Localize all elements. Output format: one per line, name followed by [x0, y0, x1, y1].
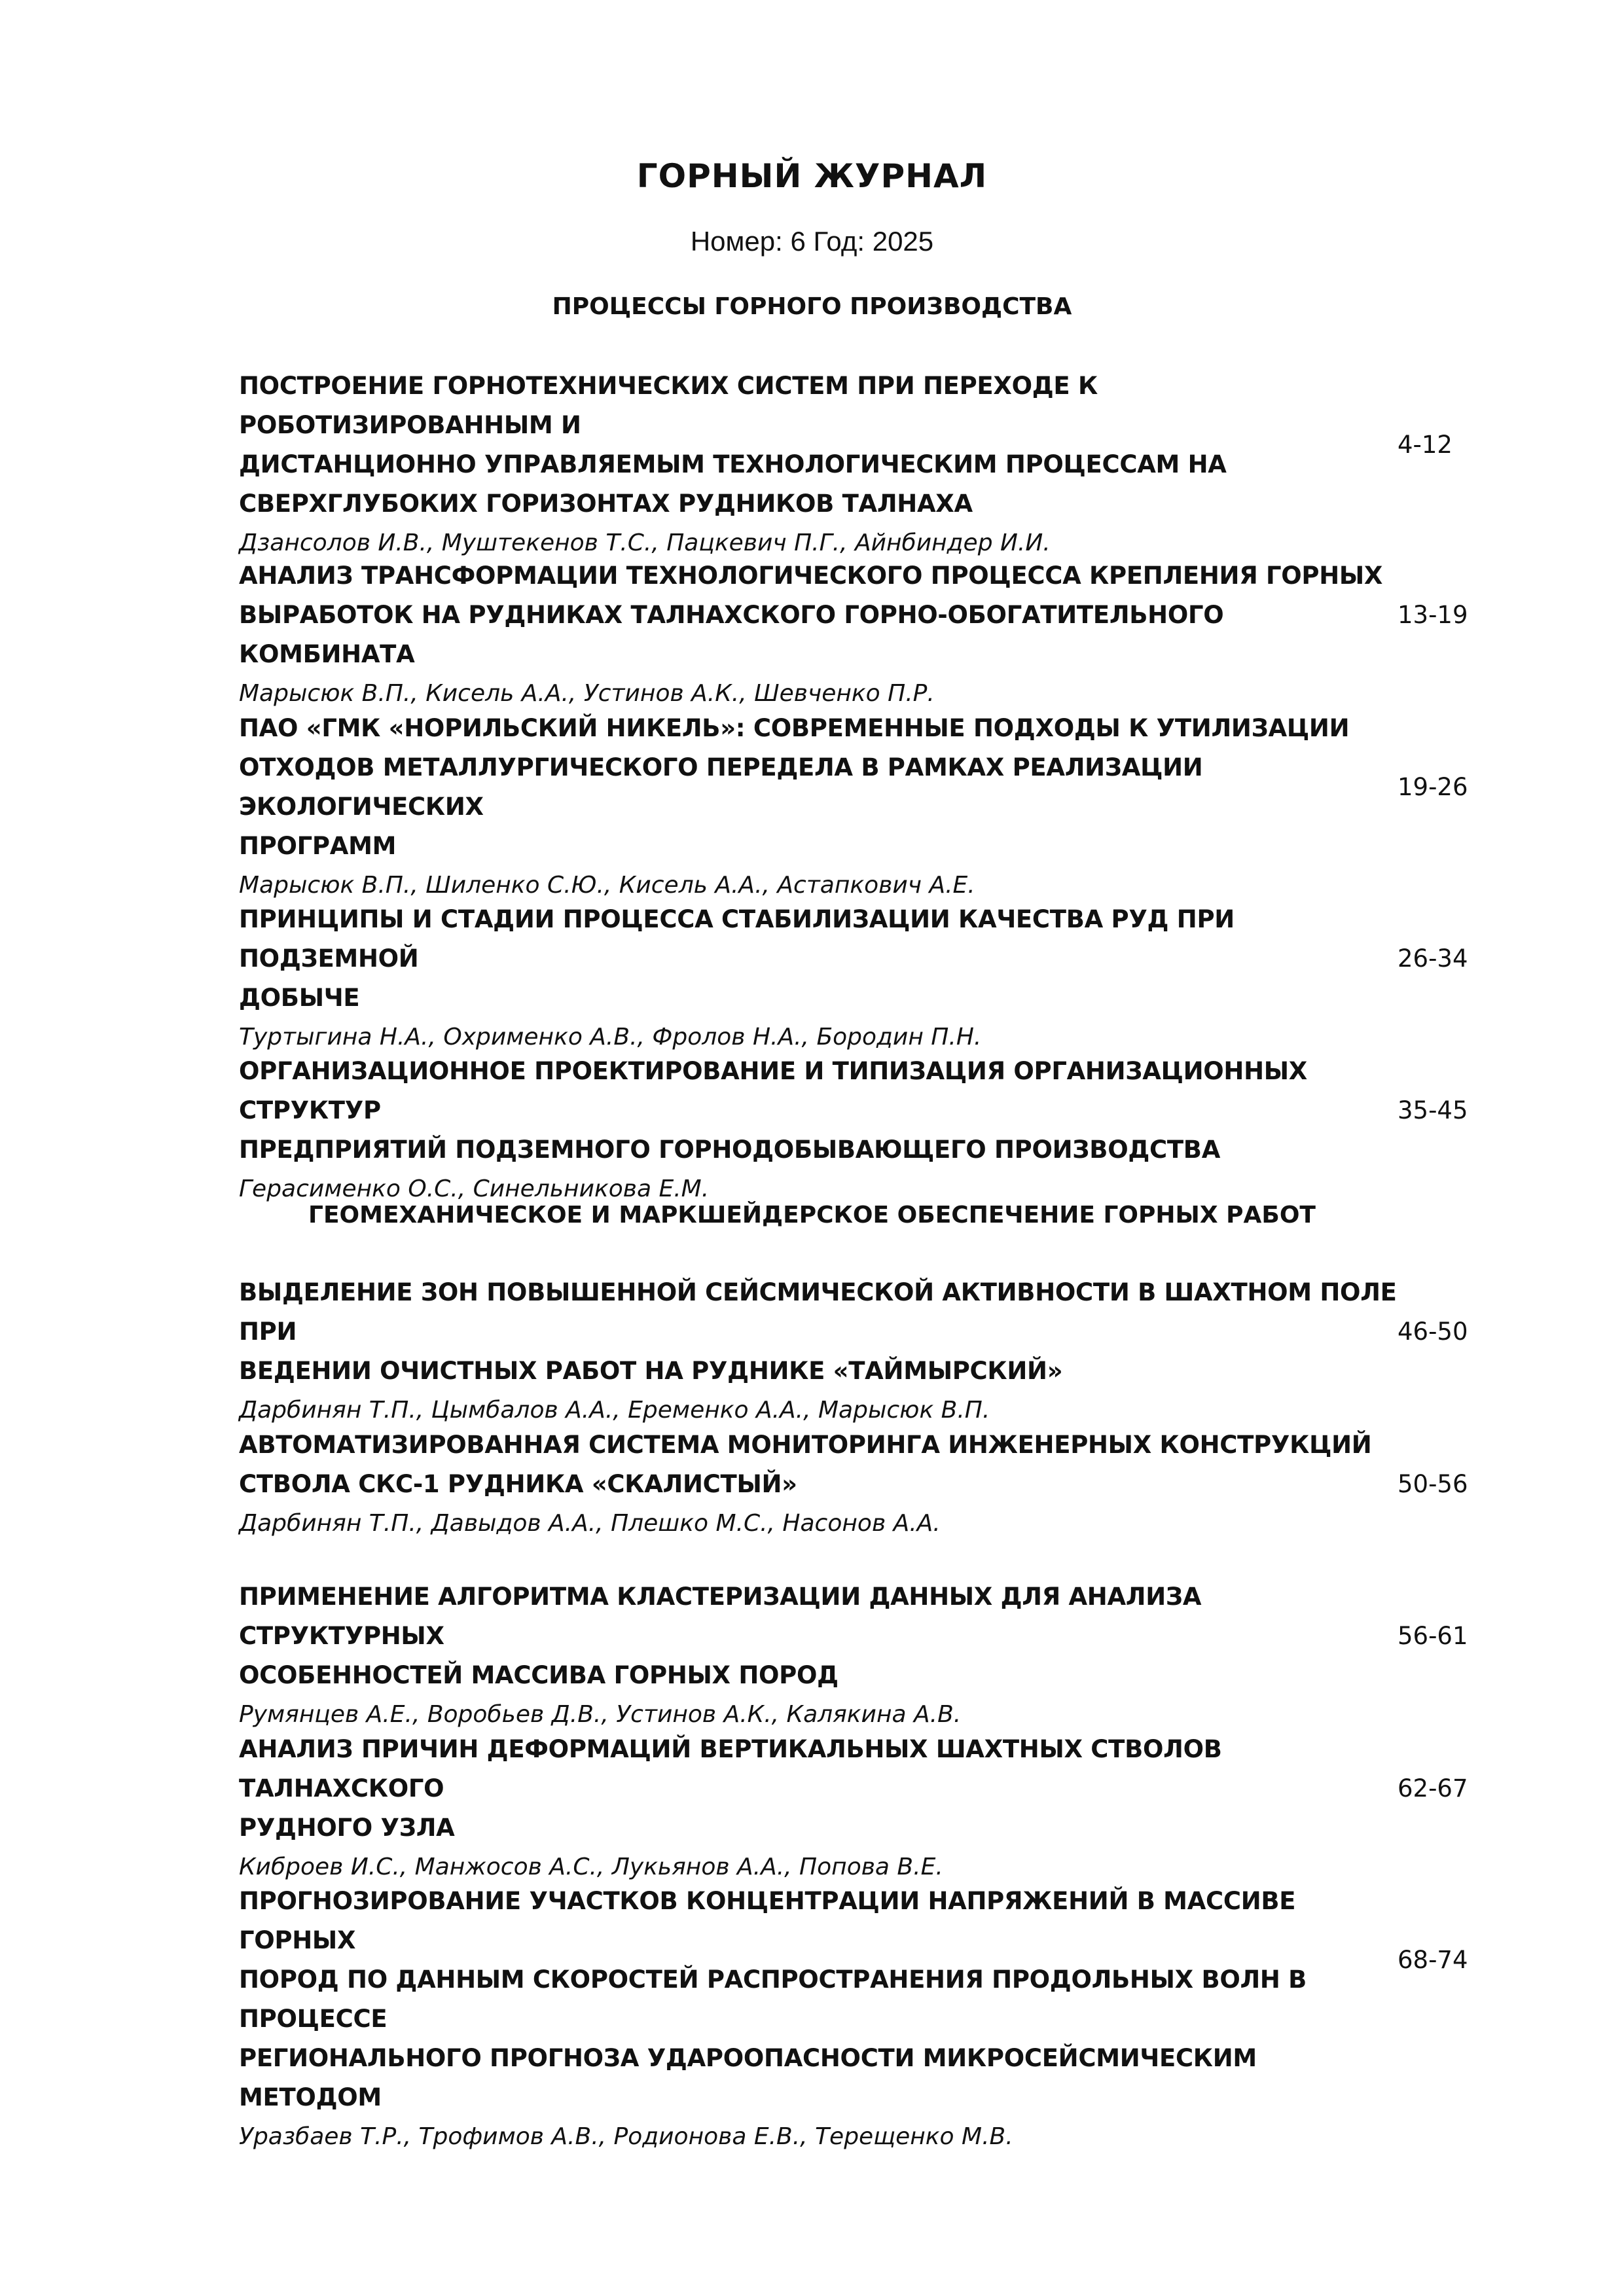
article-title[interactable]: АНАЛИЗ ПРИЧИН ДЕФОРМАЦИЙ ВЕРТИКАЛЬНЫХ ШАХТНЫХ СТВОЛОВ ТАЛНАХСКОГО РУДНОГО УЗЛА: [239, 1735, 1222, 1842]
article-authors: Киброев И.С., Манжосов А.С., Лукьянов А.А., Попова В.Е.: [239, 1854, 943, 1880]
article-pages: 19-26: [1398, 773, 1468, 801]
article-entry[interactable]: [239, 900, 1401, 1057]
article-pages: 62-67: [1398, 1774, 1468, 1803]
article-title[interactable]: ПРОГНОЗИРОВАНИЕ УЧАСТКОВ КОНЦЕНТРАЦИИ НАПРЯЖЕНИЙ В МАССИВЕ ГОРНЫХ ПОРОД ПО ДАННЫМ СКОРОСТЕЙ РАСПРОСТРАНЕНИЯ ПРОДОЛЬНЫХ ВОЛН В ПРОЦЕССЕ РЕГИОНАЛЬНОГО ПРОГНОЗА УДАРООПАСНОСТИ МИКРОСЕЙСМИЧЕСКИМ МЕТОДОМ: [239, 1887, 1307, 2111]
article-authors: Марысюк В.П., Кисель А.А., Устинов А.К., Шевченко П.Р.: [239, 680, 935, 707]
article-authors: Дзансолов И.В., Муштекенов Т.С., Пацкевич П.Г., Айнбиндер И.И.: [239, 529, 1051, 556]
article-entry[interactable]: [239, 1426, 1401, 1543]
article-entry[interactable]: [239, 556, 1401, 713]
section-heading: ПРОЦЕССЫ ГОРНОГО ПРОИЗВОДСТВА: [552, 293, 1072, 320]
article-pages: 46-50: [1398, 1318, 1468, 1346]
article-title[interactable]: ОРГАНИЗАЦИОННОЕ ПРОЕКТИРОВАНИЕ И ТИПИЗАЦИЯ ОРГАНИЗАЦИОННЫХ СТРУКТУР ПРЕДПРИЯТИЙ ПОДЗЕМНОГО ГОРНОДОБЫВАЮЩЕГО ПРОИЗВОДСТВА: [239, 1057, 1308, 1164]
article-authors: Дарбинян Т.П., Давыдов А.А., Плешко М.С., Насонов А.А.: [239, 1510, 941, 1537]
article-entry[interactable]: [239, 367, 1401, 563]
article-authors: Дарбинян Т.П., Цымбалов А.А., Еременко А.А., Марысюк В.П.: [239, 1397, 990, 1424]
article-entry[interactable]: [239, 1052, 1401, 1209]
article-entry[interactable]: [239, 1882, 1401, 2157]
section-heading: ГЕОМЕХАНИЧЕСКОЕ И МАРКШЕЙДЕРСКОЕ ОБЕСПЕЧЕНИЕ ГОРНЫХ РАБОТ: [308, 1202, 1316, 1229]
article-title[interactable]: ПОСТРОЕНИЕ ГОРНОТЕХНИЧЕСКИХ СИСТЕМ ПРИ ПЕРЕХОДЕ К РОБОТИЗИРОВАННЫМ И ДИСТАНЦИОННО УПРАВЛЯЕМЫМ ТЕХНОЛОГИЧЕСКИМ ПРОЦЕССАМ НА СВЕРХГЛУБОКИХ ГОРИЗОНТАХ РУДНИКОВ ТАЛНАХА: [239, 372, 1227, 518]
article-pages: 13-19: [1398, 601, 1468, 629]
article-title[interactable]: ВЫДЕЛЕНИЕ ЗОН ПОВЫШЕННОЙ СЕЙСМИЧЕСКОЙ АКТИВНОСТИ В ШАХТНОМ ПОЛЕ ПРИ ВЕДЕНИИ ОЧИСТНЫХ РАБОТ НА РУДНИКЕ «ТАЙМЫРСКИЙ»: [239, 1278, 1397, 1385]
article-entry[interactable]: [239, 1273, 1401, 1430]
article-entry[interactable]: [239, 1730, 1401, 1887]
article-pages: 35-45: [1398, 1096, 1468, 1124]
journal-title: ГОРНЫЙ ЖУРНАЛ: [636, 157, 988, 195]
article-pages: 68-74: [1398, 1946, 1468, 1974]
article-title[interactable]: ПРИМЕНЕНИЕ АЛГОРИТМА КЛАСТЕРИЗАЦИИ ДАННЫХ ДЛЯ АНАЛИЗА СТРУКТУРНЫХ ОСОБЕННОСТЕЙ МАССИВА ГОРНЫХ ПОРОД: [239, 1583, 1202, 1689]
issue-line: Номер: 6 Год: 2025: [690, 226, 934, 257]
article-authors: Уразбаев Т.Р., Трофимов А.В., Родионова Е.В., Терещенко М.В.: [239, 2123, 1013, 2150]
article-entry[interactable]: [239, 709, 1401, 905]
article-title[interactable]: ПРИНЦИПЫ И СТАДИИ ПРОЦЕССА СТАБИЛИЗАЦИИ КАЧЕСТВА РУД ПРИ ПОДЗЕМНОЙ ДОБЫЧЕ: [239, 905, 1235, 1012]
article-pages: 4-12: [1398, 431, 1453, 459]
article-entry[interactable]: [239, 1577, 1401, 1734]
article-authors: Герасименко О.С., Синельникова Е.М.: [239, 1175, 710, 1202]
article-authors: Марысюк В.П., Шиленко С.Ю., Кисель А.А., Астапкович А.Е.: [239, 872, 975, 899]
article-authors: Румянцев А.Е., Воробьев Д.В., Устинов А.К., Калякина А.В.: [239, 1701, 962, 1728]
article-title[interactable]: АВТОМАТИЗИРОВАННАЯ СИСТЕМА МОНИТОРИНГА ИНЖЕНЕРНЫХ КОНСТРУКЦИЙ СТВОЛА СКС-1 РУДНИКА «СКАЛИСТЫЙ»: [239, 1431, 1372, 1498]
article-pages: 56-61: [1398, 1622, 1468, 1650]
article-pages: 26-34: [1398, 944, 1468, 973]
article-pages: 50-56: [1398, 1470, 1468, 1498]
article-title[interactable]: ПАО «ГМК «НОРИЛЬСКИЙ НИКЕЛЬ»: СОВРЕМЕННЫЕ ПОДХОДЫ К УТИЛИЗАЦИИ ОТХОДОВ МЕТАЛЛУРГИЧЕСКОГО ПЕРЕДЕЛА В РАМКАХ РЕАЛИЗАЦИИ ЭКОЛОГИЧЕСКИХ ПРОГРАММ: [239, 714, 1350, 860]
article-authors: Туртыгина Н.А., Охрименко А.В., Фролов Н.А., Бородин П.Н.: [239, 1024, 982, 1050]
article-title[interactable]: АНАЛИЗ ТРАНСФОРМАЦИИ ТЕХНОЛОГИЧЕСКОГО ПРОЦЕССА КРЕПЛЕНИЯ ГОРНЫХ ВЫРАБОТОК НА РУДНИКАХ ТАЛНАХСКОГО ГОРНО-ОБОГАТИТЕЛЬНОГО КОМБИНАТА: [239, 562, 1383, 668]
